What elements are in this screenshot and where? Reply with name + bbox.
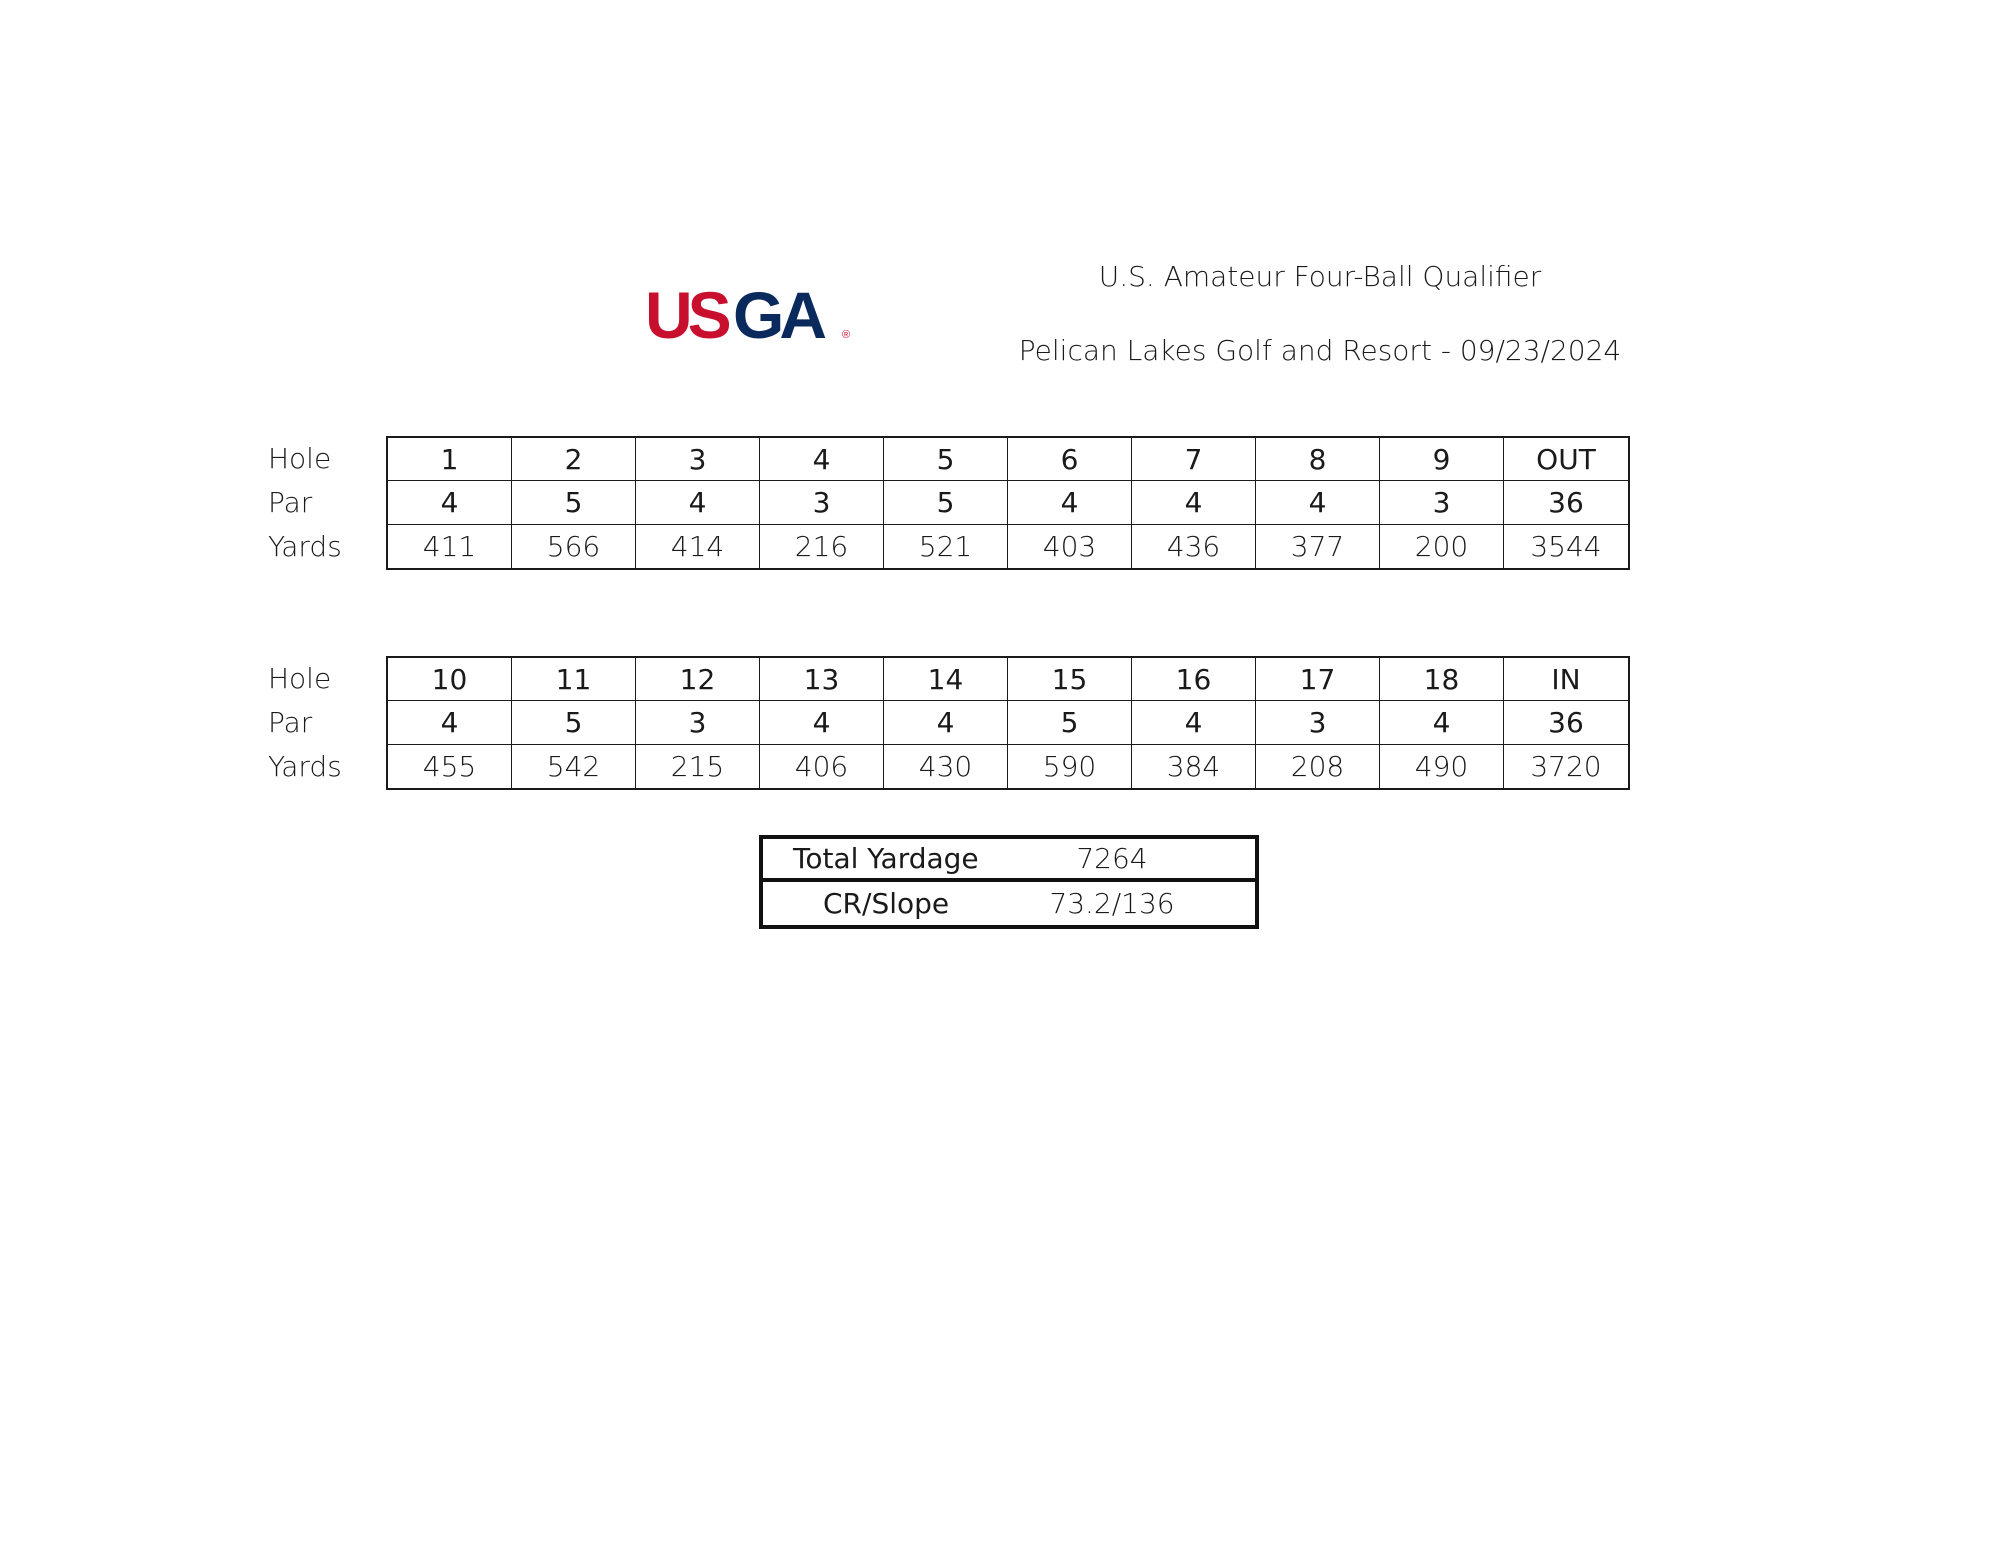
hole-number: 10	[388, 658, 512, 701]
usga-logo-mark	[645, 282, 855, 346]
event-subtitle: Pelican Lakes Golf and Resort - 09/23/2024	[1018, 334, 1622, 367]
yards-value: 411	[388, 525, 512, 568]
yards-value: 406	[760, 745, 884, 788]
hole-number: 7	[1132, 438, 1256, 481]
row-labels	[262, 656, 386, 788]
par-value: 3	[636, 701, 760, 744]
yards-value: 377	[1256, 525, 1380, 568]
hole-number: 15	[1008, 658, 1132, 701]
yards-value: 490	[1380, 745, 1504, 788]
yards-value: 384	[1132, 745, 1256, 788]
in-header: IN	[1504, 658, 1628, 701]
in-par-total: 36	[1504, 701, 1628, 744]
hole-number: 8	[1256, 438, 1380, 481]
par-value: 4	[388, 481, 512, 524]
yards-value: 521	[884, 525, 1008, 568]
yards-value: 455	[388, 745, 512, 788]
yards-value: 200	[1380, 525, 1504, 568]
out-yards-total: 3544	[1530, 529, 1602, 563]
in-yards-total: 3720	[1530, 749, 1602, 783]
out-header: OUT	[1504, 438, 1628, 481]
par-value: 4	[1008, 481, 1132, 524]
back-nine-grid	[386, 656, 1630, 790]
par-value: 4	[388, 701, 512, 744]
yards-value: 542	[512, 745, 636, 788]
cr-slope-value: 73.2/136	[1049, 887, 1175, 920]
par-value: 3	[760, 481, 884, 524]
cr-slope-label: CR/Slope	[823, 887, 950, 920]
hole-number: 5	[884, 438, 1008, 481]
yards-value: 430	[884, 745, 1008, 788]
yards-value: 414	[636, 525, 760, 568]
par-value: 5	[512, 701, 636, 744]
hole-number: 9	[1380, 438, 1504, 481]
hole-label: Hole	[268, 661, 332, 695]
yards-value: 216	[760, 525, 884, 568]
front-nine-grid	[386, 436, 1630, 570]
svg-text:US: US	[645, 282, 727, 346]
event-title: U.S. Amateur Four-Ball Qualifier	[1098, 260, 1542, 293]
hole-number: 1	[388, 438, 512, 481]
par-label: Par	[268, 705, 313, 739]
yards-value: 208	[1256, 745, 1380, 788]
course-summary-box	[759, 835, 1259, 929]
yards-value: 436	[1132, 525, 1256, 568]
out-par-total: 36	[1504, 481, 1628, 524]
row-labels	[262, 436, 386, 568]
hole-number: 13	[760, 658, 884, 701]
svg-text:®: ®	[842, 329, 851, 341]
hole-number: 12	[636, 658, 760, 701]
yards-value: 566	[512, 525, 636, 568]
par-value: 4	[760, 701, 884, 744]
par-value: 3	[1380, 481, 1504, 524]
yards-label: Yards	[268, 529, 342, 563]
par-value: 5	[512, 481, 636, 524]
yards-value: 590	[1008, 745, 1132, 788]
par-value: 4	[1380, 701, 1504, 744]
par-value: 4	[1132, 701, 1256, 744]
usga-logo	[645, 282, 855, 346]
svg-text:GA: GA	[733, 282, 822, 346]
hole-number: 3	[636, 438, 760, 481]
yards-value: 403	[1008, 525, 1132, 568]
hole-number: 18	[1380, 658, 1504, 701]
par-value: 4	[884, 701, 1008, 744]
hole-number: 17	[1256, 658, 1380, 701]
yards-label: Yards	[268, 749, 342, 783]
hole-number: 6	[1008, 438, 1132, 481]
par-value: 3	[1256, 701, 1380, 744]
par-value: 5	[1008, 701, 1132, 744]
par-value: 4	[1256, 481, 1380, 524]
hole-number: 11	[512, 658, 636, 701]
par-label: Par	[268, 485, 313, 519]
hole-number: 16	[1132, 658, 1256, 701]
yards-value: 215	[636, 745, 760, 788]
par-value: 5	[884, 481, 1008, 524]
hole-number: 14	[884, 658, 1008, 701]
hole-label: Hole	[268, 441, 332, 475]
total-yardage-value: 7264	[1009, 839, 1255, 882]
par-value: 4	[1132, 481, 1256, 524]
par-value: 4	[636, 481, 760, 524]
total-yardage-label: Total Yardage	[763, 839, 1009, 882]
hole-number: 2	[512, 438, 636, 481]
hole-number: 4	[760, 438, 884, 481]
